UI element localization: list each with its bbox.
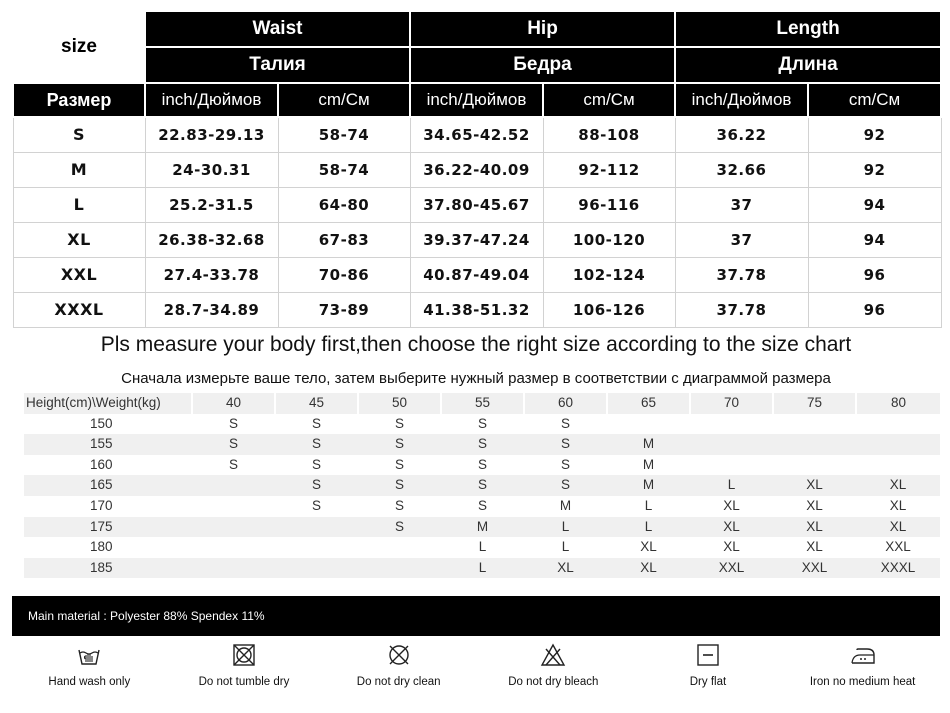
size-recommendation-cell: S [394, 497, 404, 513]
size-cell: M [13, 152, 145, 187]
hw-row [24, 475, 940, 496]
table-cell: 96 [808, 257, 941, 292]
size-recommendation-cell: S [358, 434, 441, 455]
height-label: 185 [24, 558, 192, 579]
hw-row [24, 455, 940, 476]
razmer-label: Размер [13, 83, 145, 117]
height-weight-table [24, 393, 940, 578]
length-header-ru: Длина [675, 47, 941, 83]
material-info: Main material : Polyester 88% Spendex 11% [12, 596, 940, 636]
size-recommendation-cell: XL [806, 497, 823, 513]
size-cell: XXL [13, 257, 145, 292]
table-cell: 64-80 [278, 187, 410, 222]
size-cell: XL [13, 222, 145, 257]
no-tumble-dry-icon [231, 642, 257, 668]
size-recommendation-cell: S [477, 456, 487, 472]
table-cell: 36.22-40.09 [410, 152, 543, 187]
size-recommendation-cell: S [394, 415, 404, 431]
height-label: 165 [24, 475, 192, 496]
care-label: Iron no medium heat [809, 676, 916, 688]
no-bleach-icon [540, 642, 566, 668]
size-recommendation-cell: XL [773, 475, 856, 496]
size-recommendation-cell [358, 537, 441, 558]
hip-header-ru: Бедра [410, 47, 675, 83]
table-cell: 96-116 [543, 187, 675, 222]
table-cell: 24-30.31 [145, 152, 278, 187]
height-label: 170 [90, 497, 113, 513]
size-recommendation-cell: XL [607, 558, 690, 579]
height-label: 175 [24, 517, 192, 538]
unit-inch: inch/Дюймов [410, 83, 543, 117]
unit-cm: cm/См [278, 83, 410, 117]
weight-header: 55 [441, 393, 524, 414]
size-cell: L [13, 187, 145, 222]
size-label: size [13, 11, 145, 83]
size-recommendation-cell [192, 558, 275, 579]
size-recommendation-cell: S [441, 434, 524, 455]
size-recommendation-cell [275, 537, 358, 558]
size-recommendation-cell [773, 434, 856, 455]
table-cell: 100-120 [543, 222, 675, 257]
size-recommendation-cell [275, 517, 358, 538]
table-cell: 96 [808, 292, 941, 327]
size-recommendation-cell: L [690, 475, 773, 496]
size-recommendation-cell: XL [889, 497, 907, 513]
size-recommendation-cell: S [228, 415, 238, 431]
table-cell: 34.65-42.52 [410, 117, 543, 152]
size-recommendation-cell: XXL [885, 539, 911, 555]
size-recommendation-cell: S [275, 434, 358, 455]
size-recommendation-cell: XL [640, 539, 657, 555]
table-cell: 94 [808, 187, 941, 222]
care-label: Do not dry clean [356, 676, 441, 688]
care-label: Do not dry bleach [508, 676, 599, 688]
size-recommendation-cell: L [524, 517, 607, 538]
size-recommendation-cell: XXL [690, 558, 773, 579]
care-item [631, 640, 786, 700]
hw-row [24, 558, 940, 579]
care-item [321, 640, 476, 700]
size-cell: XXXL [13, 292, 145, 327]
table-cell: 67-83 [278, 222, 410, 257]
table-row [13, 117, 941, 152]
table-cell: 37.78 [675, 292, 808, 327]
table-cell: 92 [808, 117, 941, 152]
table-cell: 25.2-31.5 [145, 187, 278, 222]
size-recommendation-cell [690, 455, 773, 476]
size-recommendation-cell: S [477, 415, 487, 431]
size-recommendation-cell: S [524, 475, 607, 496]
size-recommendation-cell: S [358, 475, 441, 496]
table-cell: 36.22 [675, 117, 808, 152]
size-recommendation-cell: L [441, 558, 524, 579]
care-label: Do not tumble dry [198, 676, 290, 688]
care-item [12, 640, 167, 700]
size-recommendation-cell: L [561, 539, 570, 555]
size-chart-table [12, 10, 942, 328]
size-recommendation-cell: M [642, 456, 655, 472]
size-recommendation-cell: XL [723, 539, 740, 555]
hw-row [24, 496, 940, 517]
table-cell: 37 [675, 222, 808, 257]
care-label: Dry flat [689, 676, 727, 688]
table-cell: 27.4-33.78 [145, 257, 278, 292]
size-recommendation-cell: XL [856, 475, 940, 496]
size-recommendation-cell: XL [690, 517, 773, 538]
dry-flat-icon [695, 642, 721, 668]
size-recommendation-cell: L [478, 539, 487, 555]
table-row [13, 292, 941, 327]
table-cell: 37.78 [675, 257, 808, 292]
hand-wash-icon [76, 642, 102, 668]
size-recommendation-cell: S [228, 456, 238, 472]
hip-header: Hip [410, 11, 675, 47]
table-cell: 94 [808, 222, 941, 257]
table-cell: 88-108 [543, 117, 675, 152]
table-cell: 39.37-47.24 [410, 222, 543, 257]
table-cell: 37 [675, 187, 808, 222]
size-recommendation-cell: S [311, 497, 321, 513]
unit-cm: cm/См [808, 83, 941, 117]
size-recommendation-cell: L [644, 497, 653, 513]
size-recommendation-cell: L [607, 517, 690, 538]
care-instructions [12, 640, 940, 700]
table-row [13, 257, 941, 292]
weight-header: 80 [856, 393, 940, 414]
weight-header: 40 [192, 393, 275, 414]
weight-header: 75 [773, 393, 856, 414]
table-cell: 28.7-34.89 [145, 292, 278, 327]
table-row [13, 222, 941, 257]
table-cell: 26.38-32.68 [145, 222, 278, 257]
size-recommendation-cell: S [311, 456, 321, 472]
size-recommendation-cell: S [358, 517, 441, 538]
size-recommendation-cell: M [607, 434, 690, 455]
hw-corner-label: Height(cm)\Weight(kg) [24, 393, 192, 414]
table-cell: 37.80-45.67 [410, 187, 543, 222]
unit-cm: cm/См [543, 83, 675, 117]
size-recommendation-cell: S [394, 456, 404, 472]
size-cell: S [13, 117, 145, 152]
table-cell: 102-124 [543, 257, 675, 292]
size-recommendation-cell: S [477, 497, 487, 513]
table-cell: 58-74 [278, 152, 410, 187]
size-recommendation-cell [856, 414, 940, 435]
size-recommendation-cell: XL [723, 497, 740, 513]
unit-inch: inch/Дюймов [675, 83, 808, 117]
size-recommendation-cell [192, 475, 275, 496]
size-recommendation-cell: XXXL [856, 558, 940, 579]
height-label: 155 [24, 434, 192, 455]
no-dry-clean-icon [386, 642, 412, 668]
size-recommendation-cell [690, 414, 773, 435]
care-item [785, 640, 940, 700]
table-cell: 106-126 [543, 292, 675, 327]
size-recommendation-cell: XL [773, 517, 856, 538]
size-recommendation-cell [856, 434, 940, 455]
table-row [13, 187, 941, 222]
weight-header: 60 [524, 393, 607, 414]
hw-row [24, 537, 940, 558]
hw-header-row [24, 393, 940, 414]
weight-header: 45 [275, 393, 358, 414]
size-recommendation-cell: XXL [773, 558, 856, 579]
table-cell: 73-89 [278, 292, 410, 327]
weight-header: 70 [690, 393, 773, 414]
size-recommendation-cell: S [275, 475, 358, 496]
size-recommendation-cell: S [192, 434, 275, 455]
size-recommendation-cell: S [311, 415, 321, 431]
size-recommendation-cell [773, 414, 856, 435]
height-label: 180 [90, 539, 113, 555]
height-label: 160 [90, 456, 113, 472]
table-cell: 40.87-49.04 [410, 257, 543, 292]
waist-header: Waist [145, 11, 410, 47]
size-recommendation-cell: S [524, 434, 607, 455]
hw-row [24, 517, 940, 538]
table-cell: 32.66 [675, 152, 808, 187]
size-recommendation-cell: M [441, 517, 524, 538]
table-cell: 22.83-29.13 [145, 117, 278, 152]
size-recommendation-cell: S [560, 415, 570, 431]
size-recommendation-cell: XL [856, 517, 940, 538]
size-recommendation-cell [856, 455, 940, 476]
size-recommendation-cell [275, 558, 358, 579]
table-cell: 58-74 [278, 117, 410, 152]
size-recommendation-cell: S [560, 456, 570, 472]
hw-row [24, 434, 940, 455]
waist-header-ru: Талия [145, 47, 410, 83]
height-label: 150 [90, 415, 113, 431]
size-recommendation-cell: M [559, 497, 572, 513]
table-cell: 70-86 [278, 257, 410, 292]
size-recommendation-cell [192, 496, 275, 517]
care-label: Hand wash only [48, 676, 131, 688]
size-recommendation-cell [773, 455, 856, 476]
size-recommendation-cell: M [607, 475, 690, 496]
measure-note-ru: Сначала измерьте ваше тело, затем выберите нужный размер в соответствии с диаграммой размера [121, 370, 831, 387]
length-header: Length [675, 11, 941, 47]
size-recommendation-cell [607, 414, 690, 435]
size-recommendation-cell: XL [806, 539, 823, 555]
size-recommendation-cell: S [441, 475, 524, 496]
table-row [13, 152, 941, 187]
measure-note-en: Pls measure your body first,then choose the right size according to the size chart [100, 333, 852, 356]
size-recommendation-cell [192, 537, 275, 558]
size-recommendation-cell [192, 517, 275, 538]
table-cell: 92-112 [543, 152, 675, 187]
table-cell: 92 [808, 152, 941, 187]
weight-header: 50 [358, 393, 441, 414]
hw-row [24, 414, 940, 435]
care-item [476, 640, 631, 700]
weight-header: 65 [607, 393, 690, 414]
size-recommendation-cell: XL [524, 558, 607, 579]
table-cell: 41.38-51.32 [410, 292, 543, 327]
unit-inch: inch/Дюймов [145, 83, 278, 117]
iron-medium-heat-icon [850, 642, 876, 668]
size-recommendation-cell [358, 558, 441, 579]
care-item [167, 640, 322, 700]
size-recommendation-cell [690, 434, 773, 455]
